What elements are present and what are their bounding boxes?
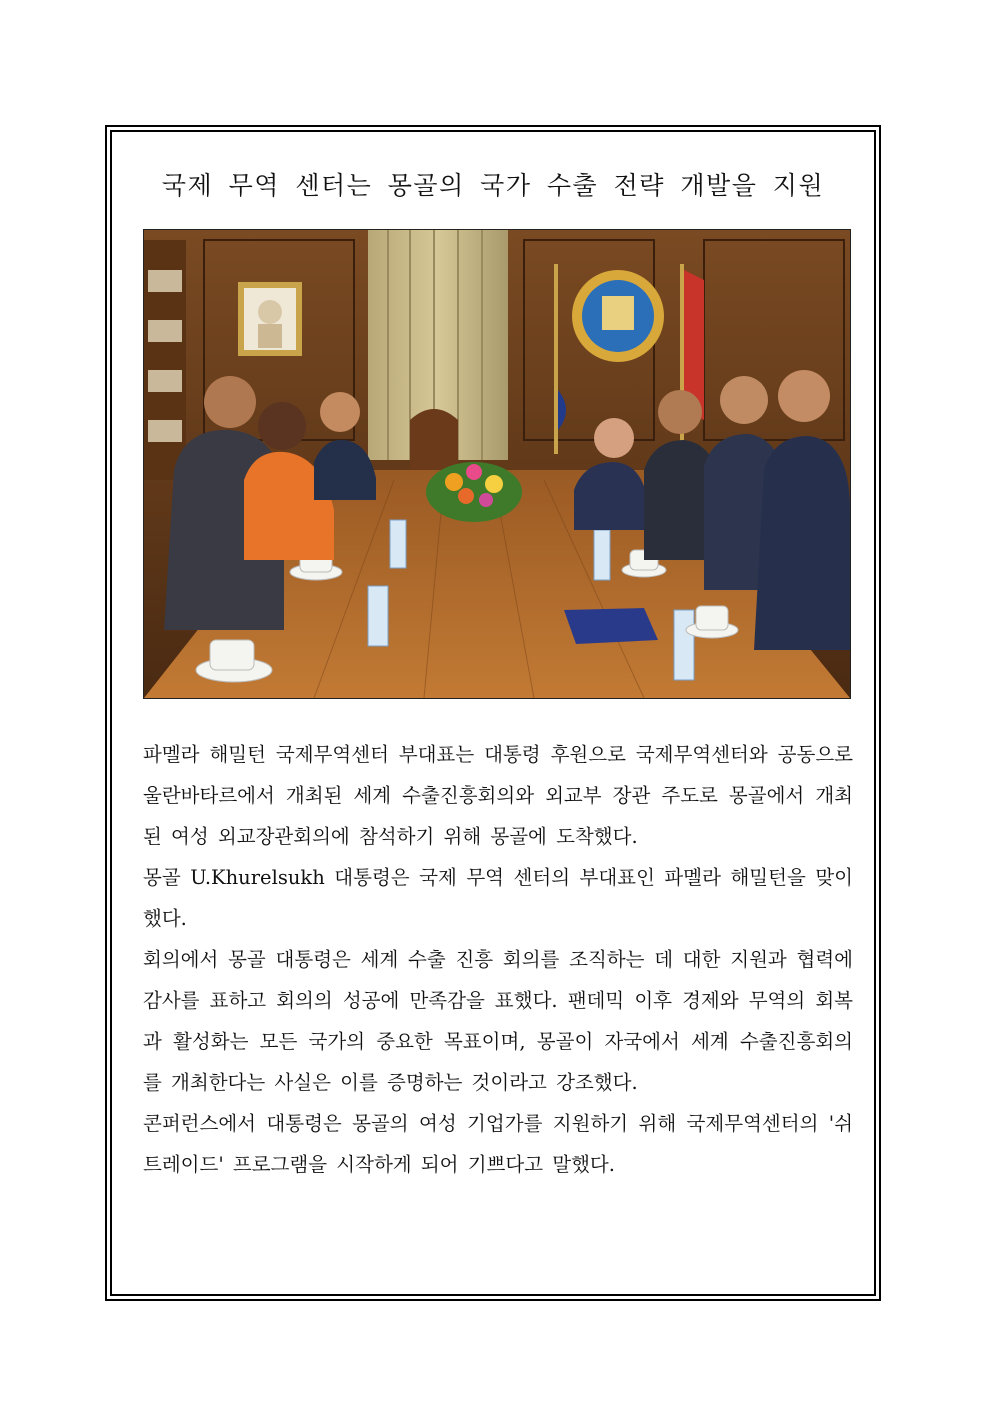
article-body xyxy=(143,734,853,1185)
page-border-inner xyxy=(110,130,876,1296)
paragraph-3: 회의에서 몽골 대통령은 세계 수출 진흥 회의를 조직하는 데 대한 지원과 협력에 감사를 표하고 회의의 성공에 만족감을 표했다. 팬데믹 이후 경제와 무역의 회복과 활성화는 모든 국가의 중요한 목표이며, 몽골이 자국에서 세계 수출진흥회의를 개최한다는 사실은 이를 증명하는 것이라고 강조했다. xyxy=(143,948,853,1094)
paragraph-4: 콘퍼런스에서 대통령은 몽골의 여성 기업가를 지원하기 위해 국제무역센터의 '쉬트레이드' 프로그램을 시작하게 되어 기쁘다고 말했다. xyxy=(143,1112,853,1176)
paragraph-1: 파멜라 해밀턴 국제무역센터 부대표는 대통령 후원으로 국제무역센터와 공동으로 울란바타르에서 개최된 세계 수출진흥회의와 외교부 장관 주도로 몽골에서 개최된 여성 외교장관회의에 참석하기 위해 몽골에 도착했다. xyxy=(143,743,853,848)
paragraph-2: 몽골 U.Khurelsukh 대통령은 국제 무역 센터의 부대표인 파멜라 해밀턴을 맞이했다. xyxy=(143,866,853,930)
article-title: 국제 무역 센터는 몽골의 국가 수출 전략 개발을 지원 xyxy=(161,171,825,200)
meeting-photo xyxy=(143,229,851,699)
page-border xyxy=(105,125,881,1301)
